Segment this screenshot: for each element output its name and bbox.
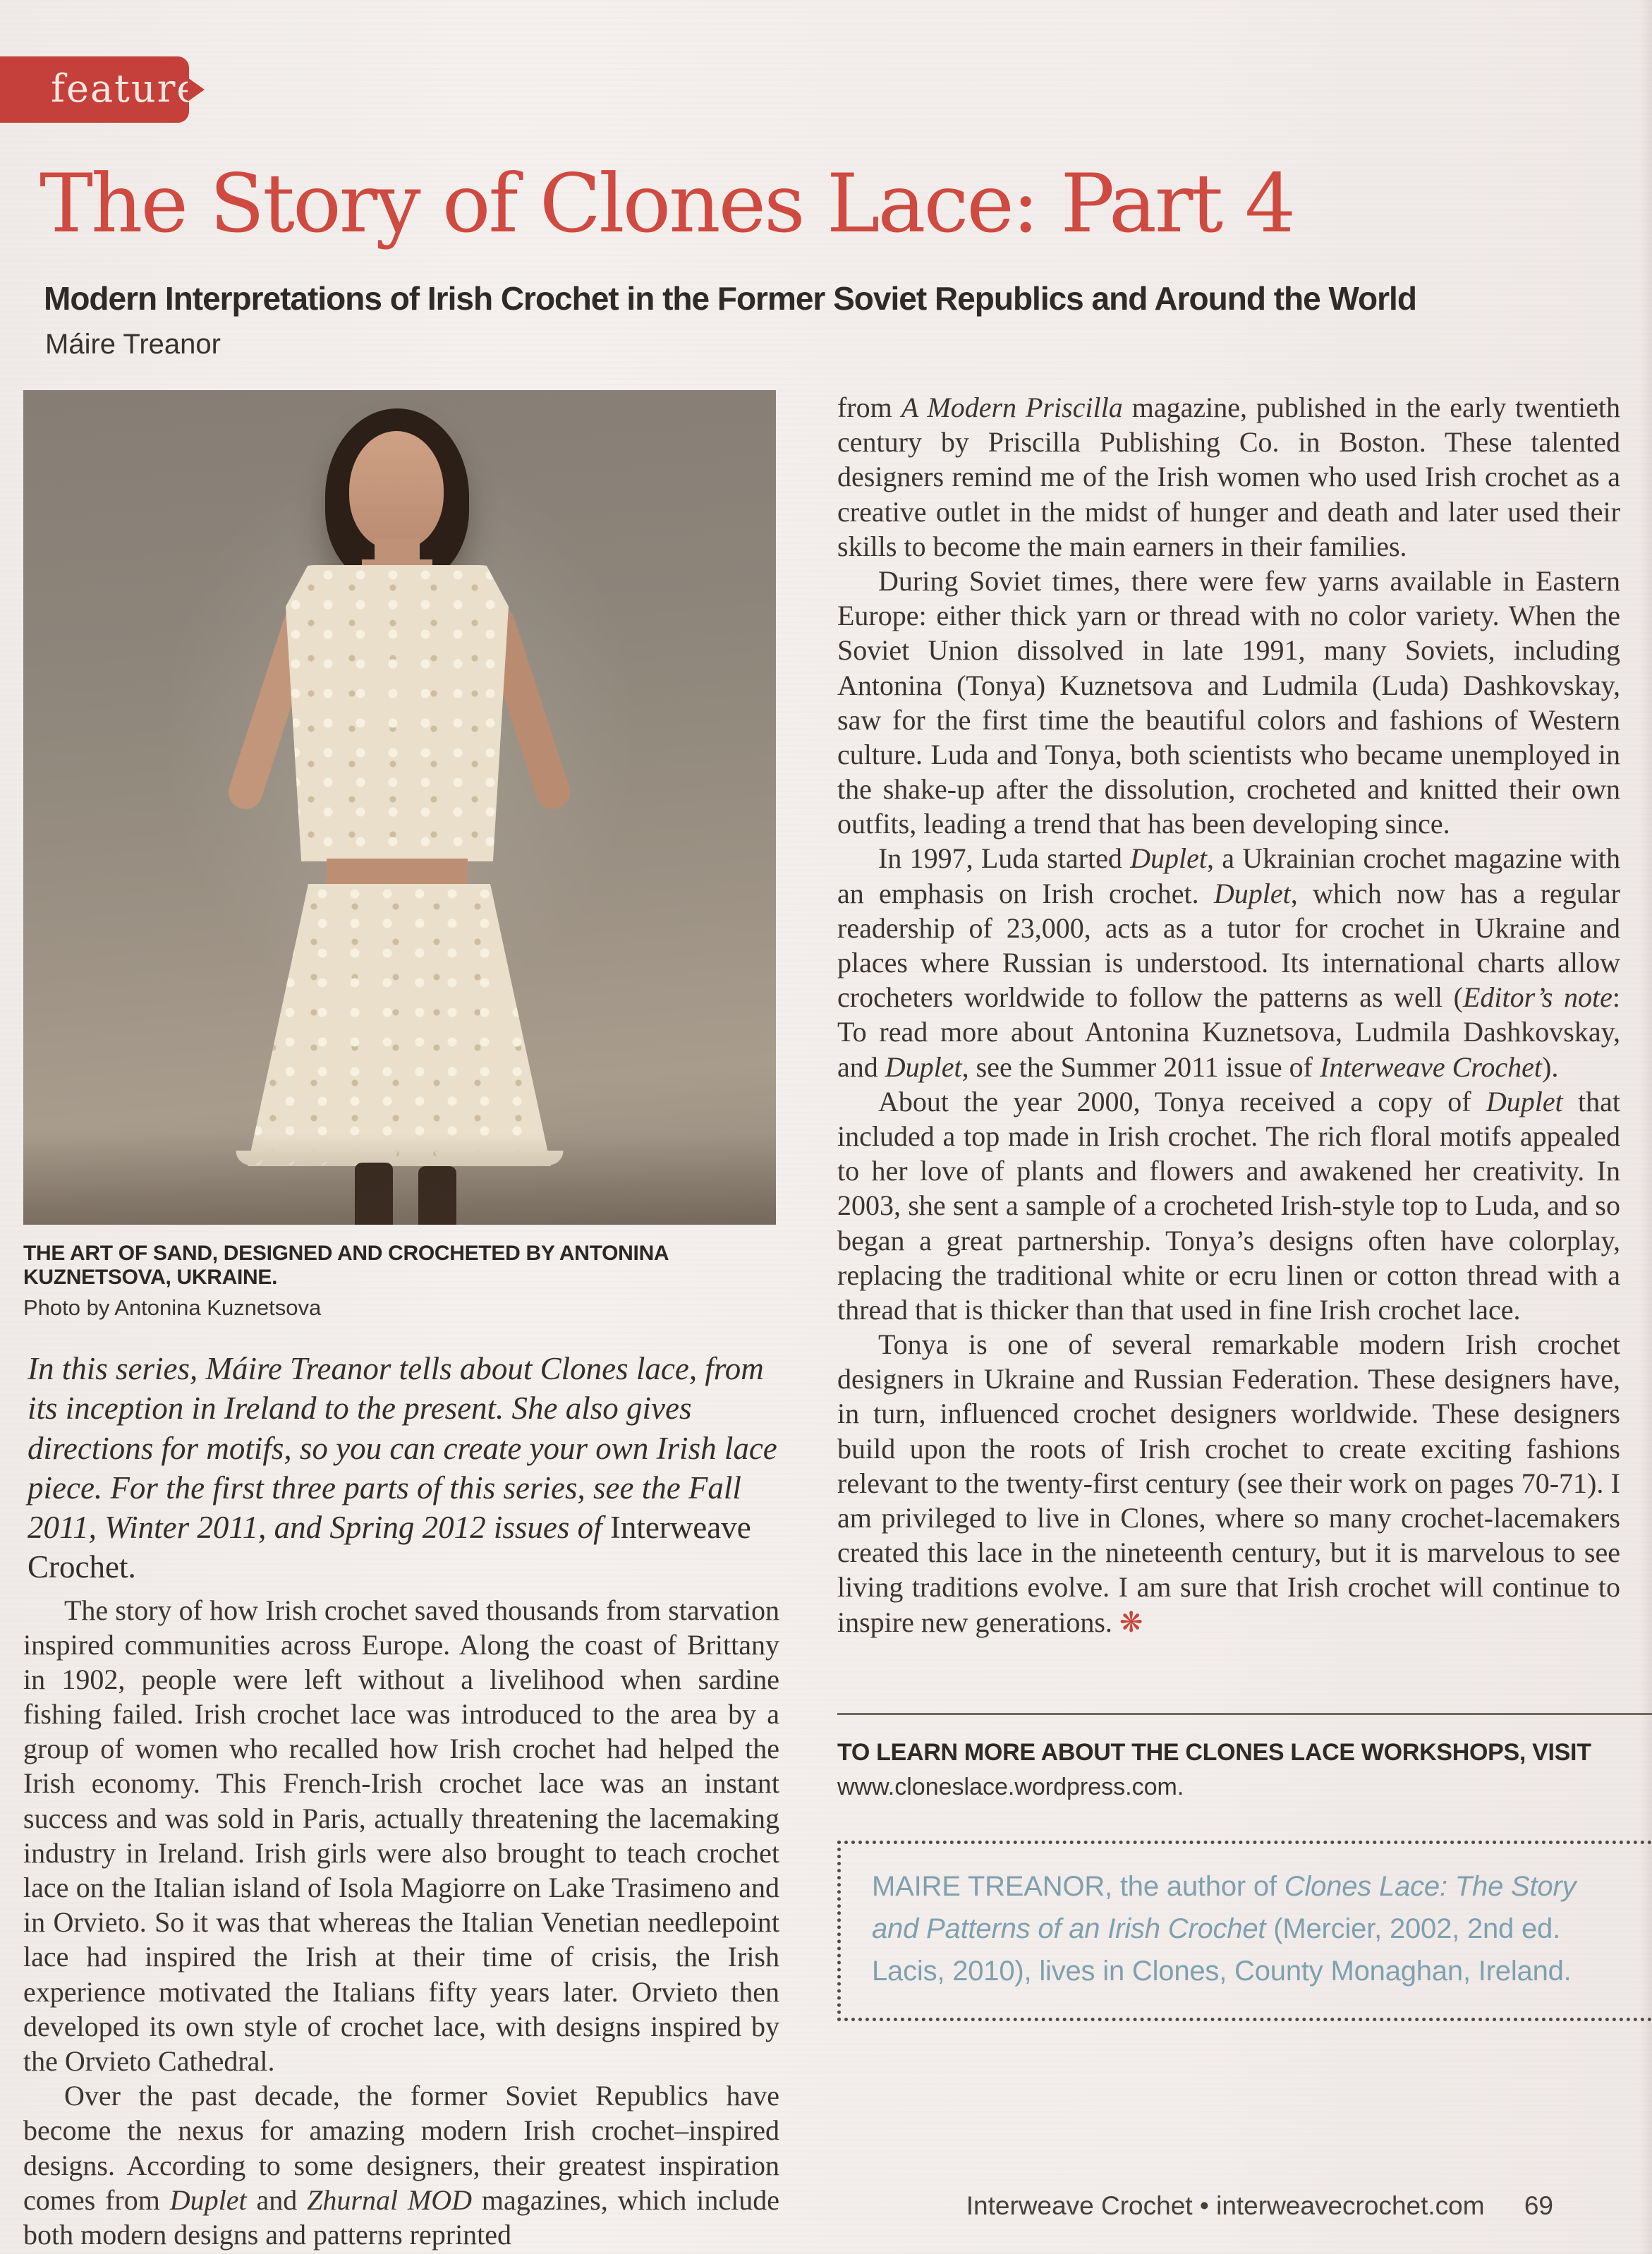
article-subtitle: Modern Interpretations of Irish Crochet in the Former Soviet Republics and Around the World [44,280,1416,317]
footer-magazine-name: Interweave Crochet [966,2191,1193,2220]
body-paragraph: In 1997, Luda started Duplet, a Ukrainian crochet magazine with an emphasis on Irish crochet. Duplet, which now has a regular readership of 23,000, acts as a tutor for crochet in Ukraine and places where Russian is understood. Its international charts allow crocheters worldwide to follow the patterns as well (Editor’s note: To read more about Antonina Kuznetsova, Ludmila Dashkovskay, and Duplet, see the Summer 2011 issue of Interweave Crochet). [837,842,1621,1083]
body-paragraph: About the year 2000, Tonya received a copy of Duplet that included a top made in Irish crochet. The rich floral motifs appealed to her love of plants and flowers and awakened her creativity. In 2003, she sent a sample of a crocheted Irish-style top to Luda, and so began a great partnership. Tonya’s designs often have colorplay, replacing the traditional white or ecru linen or cotton thread with a thread that is thicker than that used in fine Irish crochet lace. [837,1085,1620,1326]
footer-website: interweavecrochet.com [1216,2191,1485,2220]
feature-tag-label: feature [51,66,201,111]
body-paragraph: Tonya is one of several remarkable modern Irish crochet designers in Ukraine and Russian Federation. These designers have, in turn, influenced crochet designers worldwide. These designers build upon the roots of Irish crochet to create exciting fashions relevant to the twenty-first century (see their work on pages 70-71). I am privileged to live in Clones, where so many crochet-lacemakers created this lace in the nineteenth century, but it is marvelous to see living traditions evolve. I am sure that Irish crochet will continue to inspire new generations. ❋ [837,1328,1620,1638]
learn-more-url: www.cloneslace.wordpress.com. [837,1773,1184,1800]
body-paragraph: from A Modern Priscilla magazine, published in the early twentieth century by Priscilla Publishing Co. in Boston. These talented designers remind me of the Irish women who used Irish crochet as a creative outlet in the midst of hunger and death and later used their skills to become the main earners in their families. [837,392,1621,562]
page-number: 69 [1524,2191,1553,2220]
article-author: Máire Treanor [45,329,221,360]
page-footer [966,2191,1553,2221]
right-column [837,390,1620,2021]
crochet-lace-top [286,565,509,861]
body-paragraph: During Soviet times, there were few yarns available in Eastern Europe: either thick yarn or thread with no color variety. When the Soviet Union dissolved in late 1991, many Soviets, including Antonina (Tonya) Kuznetsova and Ludmila (Luda) Dashkovskay, saw for the first time the beautiful colors and fashions of Western culture. Luda and Tonya, both scientists who became unemployed in the shake-up after the dissolution, crocheted and knitted their own outfits, leading a trend that has been developing since. [837,564,1620,840]
photo-caption: THE ART OF SAND, DESIGNED AND CROCHETED BY ANTONINA KUZNETSOVA, UKRAINE. [23,1242,669,1289]
footer-bullet: • [1199,2191,1209,2220]
article-photo [23,390,776,1225]
left-column [23,390,779,2252]
series-intro-paragraph: In this series, Máire Treanor tells about Clones lace, from its inception in Ireland to the present. She also gives directions for motifs, so you can create your own Irish lace piece. For the first three parts of this series, see the Fall 2011, Winter 2011, and Spring 2012 issues of Interweave Crochet. [28,1351,777,1585]
feature-section-tag [0,56,201,123]
article-title: The Story of Clones Lace: Part 4 [40,157,1294,250]
body-paragraph: The story of how Irish crochet saved thousands from starvation inspired communities across Europe. Along the coast of Brittany in 1902, people were left without a livelihood when sardine fishing failed. Irish crochet lace was introduced to the area by a group of women who recalled how Irish crochet had helped the Irish economy. This French-Irish crochet lace was an instant success and was sold in Paris, actually threatening the lacemaking industry in Ireland. Irish girls were also brought to teach crochet lace on the Italian island of Isola Magiorre on Lake Trasimeno and in Orvieto. So it was that whereas the Italian Venetian needlepoint lace had inspired the Irish at their time of crisis, the Irish experience motivated the Italians fifty years later. Orvieto then developed its own style of crochet lace, with designs inspired by the Orvieto Cathedral. [23,1594,779,2077]
body-paragraph: Over the past decade, the former Soviet Republics have become the nexus for amazing modern Irish crochet–inspired designs. According to some designers, their greatest inspiration comes from Duplet and Zhurnal MOD magazines, which include both modern designs and patterns reprinted [23,2080,779,2250]
learn-more-heading: TO LEARN MORE ABOUT THE CLONES LACE WORKSHOPS, VISIT [837,1738,1591,1766]
learn-more-block [837,1713,1652,1801]
model-face [349,431,444,550]
photo-floor-shadow [23,1133,776,1225]
author-bio-box [837,1841,1652,2021]
author-bio-text: MAIRE TREANOR, the author of Clones Lace: The Story and Patterns of an Irish Crochet (Mercier, 2002, 2nd ed. Lacis, 2010), lives in Clones, County Monaghan, Ireland. [872,1870,1577,1987]
photo-credit: Photo by Antonina Kuznetsova [23,1295,322,1320]
